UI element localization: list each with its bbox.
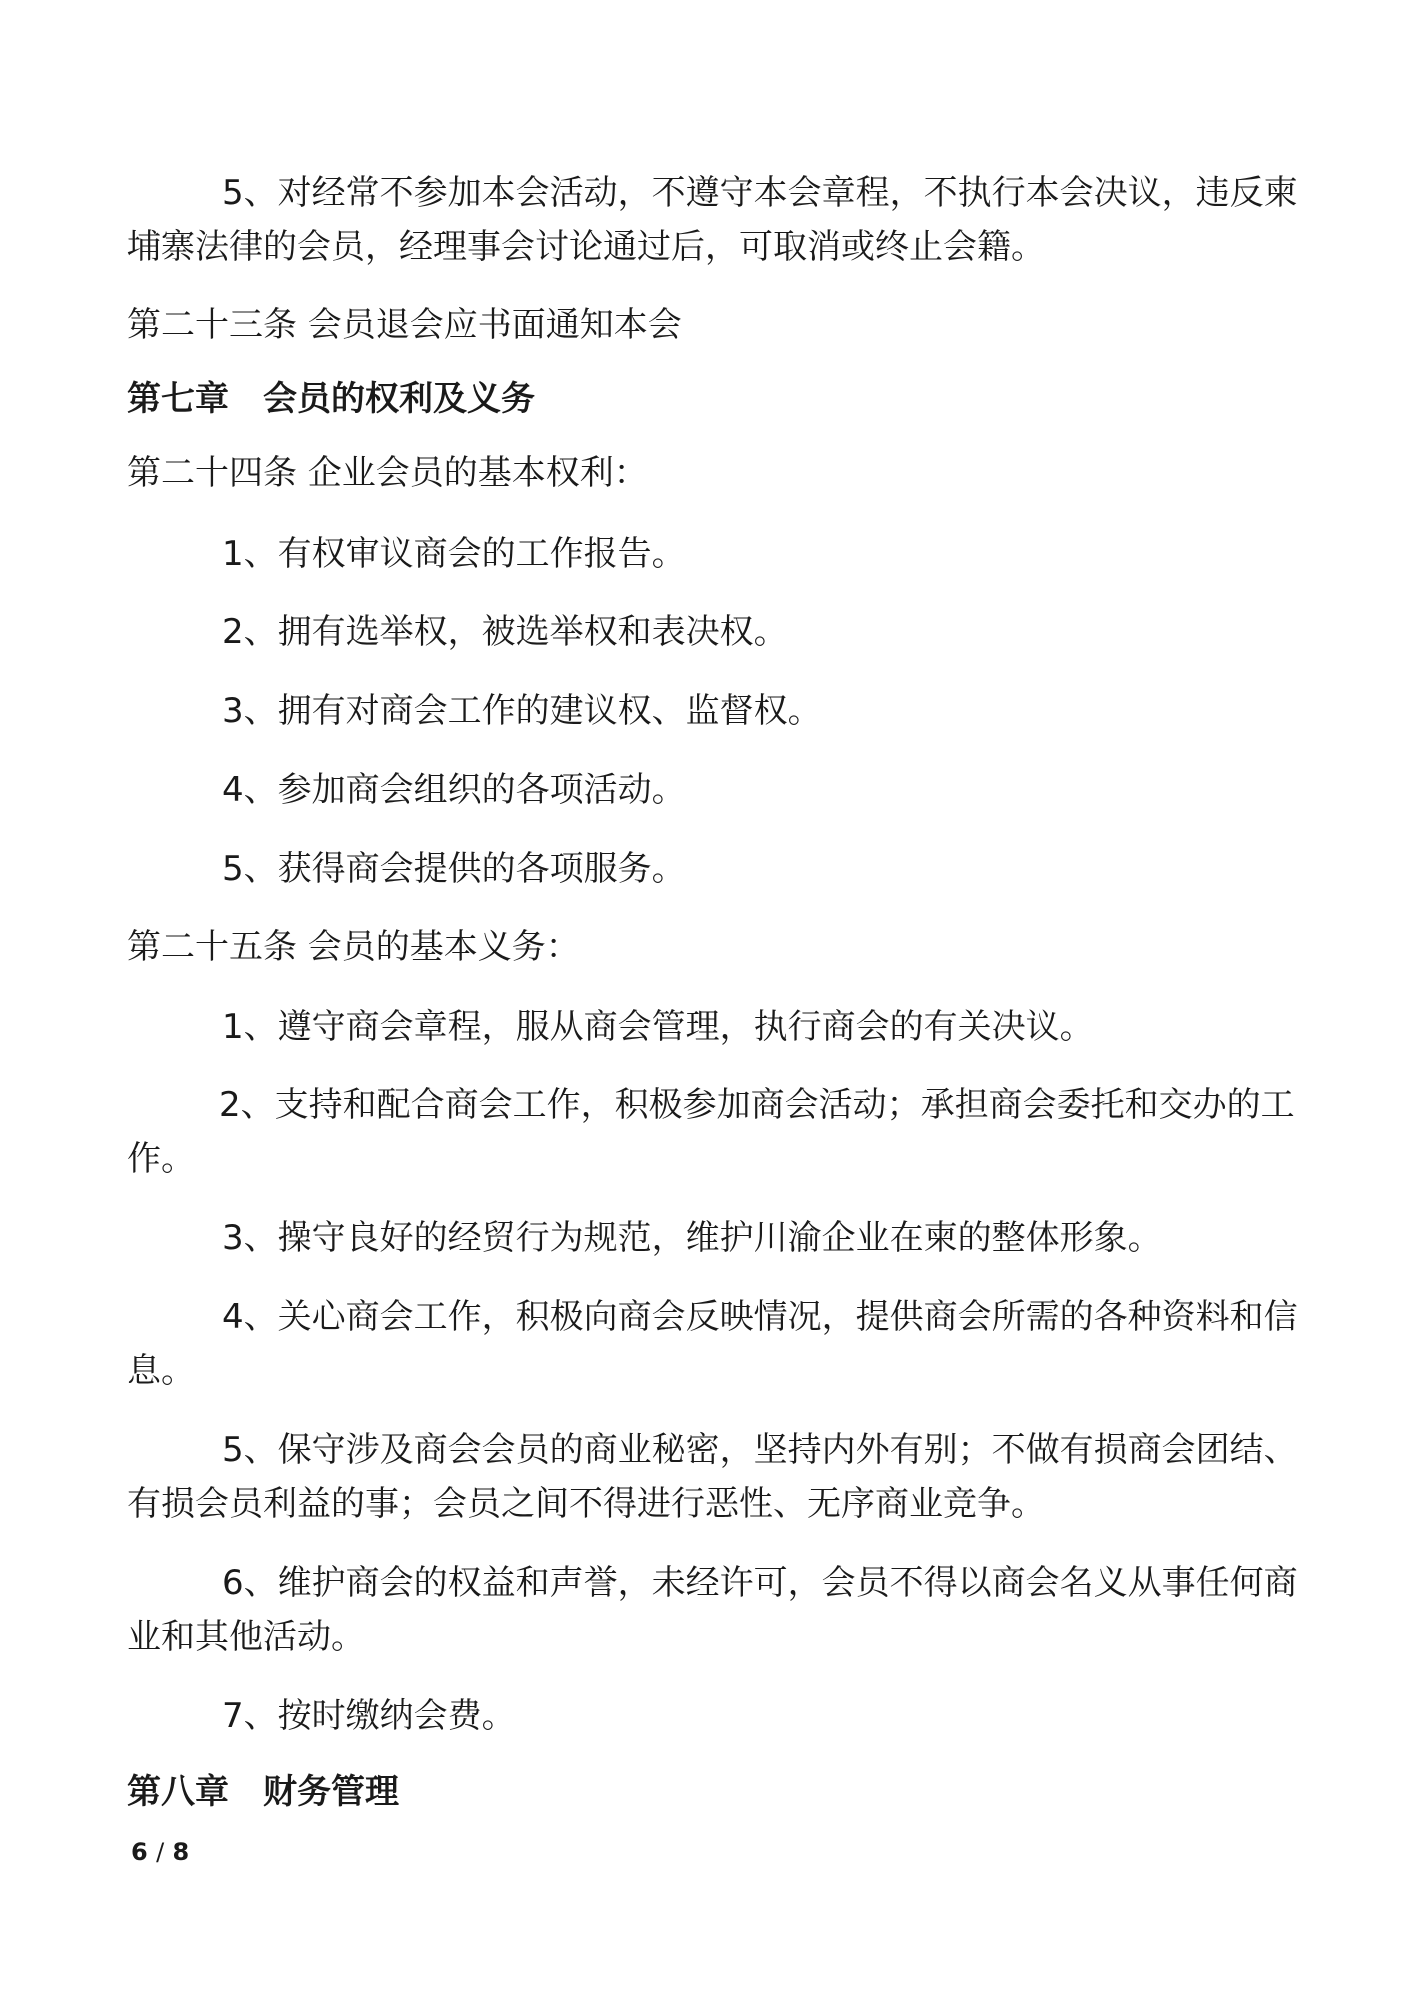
- duty-item-4: [127, 1290, 1298, 1398]
- paragraph-line: 1、遵守商会章程，服从商会管理，执行商会的有关决议。: [222, 1007, 1094, 1047]
- article-25: [127, 920, 1287, 974]
- page-separator: /: [156, 1838, 165, 1866]
- right-item-5: [127, 842, 1287, 896]
- duty-item-6: [127, 1556, 1298, 1664]
- paragraph-line: 有损会员利益的事；会员之间不得进行恶性、无序商业竞争。: [127, 1484, 1045, 1524]
- paragraph-rule-5-revocation: [127, 166, 1298, 274]
- paragraph-line: 4、参加商会组织的各项活动。: [222, 770, 686, 810]
- paragraph-line: 业和其他活动。: [127, 1617, 365, 1657]
- duty-item-1: [127, 1000, 1287, 1054]
- paragraph-line: 息。: [127, 1351, 195, 1391]
- page-current: 6: [131, 1838, 148, 1866]
- chapter-8-heading: [127, 1765, 1287, 1819]
- paragraph-line: 第二十五条 会员的基本义务：: [127, 927, 580, 967]
- paragraph-line: 埔寨法律的会员，经理事会讨论通过后，可取消或终止会籍。: [127, 227, 1045, 267]
- paragraph-line: 5、对经常不参加本会活动，不遵守本会章程，不执行本会决议，违反柬: [222, 173, 1298, 213]
- paragraph-line: 作。: [127, 1139, 195, 1179]
- right-item-3: [127, 684, 1287, 738]
- paragraph-line: 2、拥有选举权，被选举权和表决权。: [222, 612, 788, 652]
- paragraph-line: 3、拥有对商会工作的建议权、监督权。: [222, 691, 822, 731]
- paragraph-line: 第八章 财务管理: [127, 1772, 399, 1812]
- article-24: [127, 446, 1287, 500]
- duty-item-2: [127, 1078, 1295, 1186]
- paragraph-line: 第二十三条 会员退会应书面通知本会: [127, 305, 682, 345]
- right-item-1: [127, 527, 1287, 581]
- paragraph-line: 7、按时缴纳会费。: [222, 1696, 516, 1736]
- duty-item-3: [127, 1211, 1287, 1265]
- paragraph-line: 6、维护商会的权益和声誉，未经许可，会员不得以商会名义从事任何商: [222, 1563, 1298, 1603]
- chapter-7-heading: [127, 372, 1287, 426]
- paragraph-line: 3、操守良好的经贸行为规范，维护川渝企业在柬的整体形象。: [222, 1218, 1162, 1258]
- article-23: [127, 298, 1287, 352]
- duty-item-5: [127, 1423, 1298, 1531]
- paragraph-line: 第七章 会员的权利及义务: [127, 379, 535, 419]
- page-total: 8: [172, 1838, 190, 1866]
- paragraph-line: 第二十四条 企业会员的基本权利：: [127, 453, 648, 493]
- paragraph-line: 2、支持和配合商会工作，积极参加商会活动；承担商会委托和交办的工: [219, 1085, 1295, 1125]
- paragraph-line: 1、有权审议商会的工作报告。: [222, 534, 686, 574]
- page-number: [131, 1838, 189, 1866]
- paragraph-line: 4、关心商会工作，积极向商会反映情况，提供商会所需的各种资料和信: [222, 1297, 1298, 1337]
- duty-item-7: [127, 1689, 1287, 1743]
- right-item-4: [127, 763, 1287, 817]
- paragraph-line: 5、获得商会提供的各项服务。: [222, 849, 686, 889]
- right-item-2: [127, 605, 1287, 659]
- paragraph-line: 5、保守涉及商会会员的商业秘密，坚持内外有别；不做有损商会团结、: [222, 1430, 1298, 1470]
